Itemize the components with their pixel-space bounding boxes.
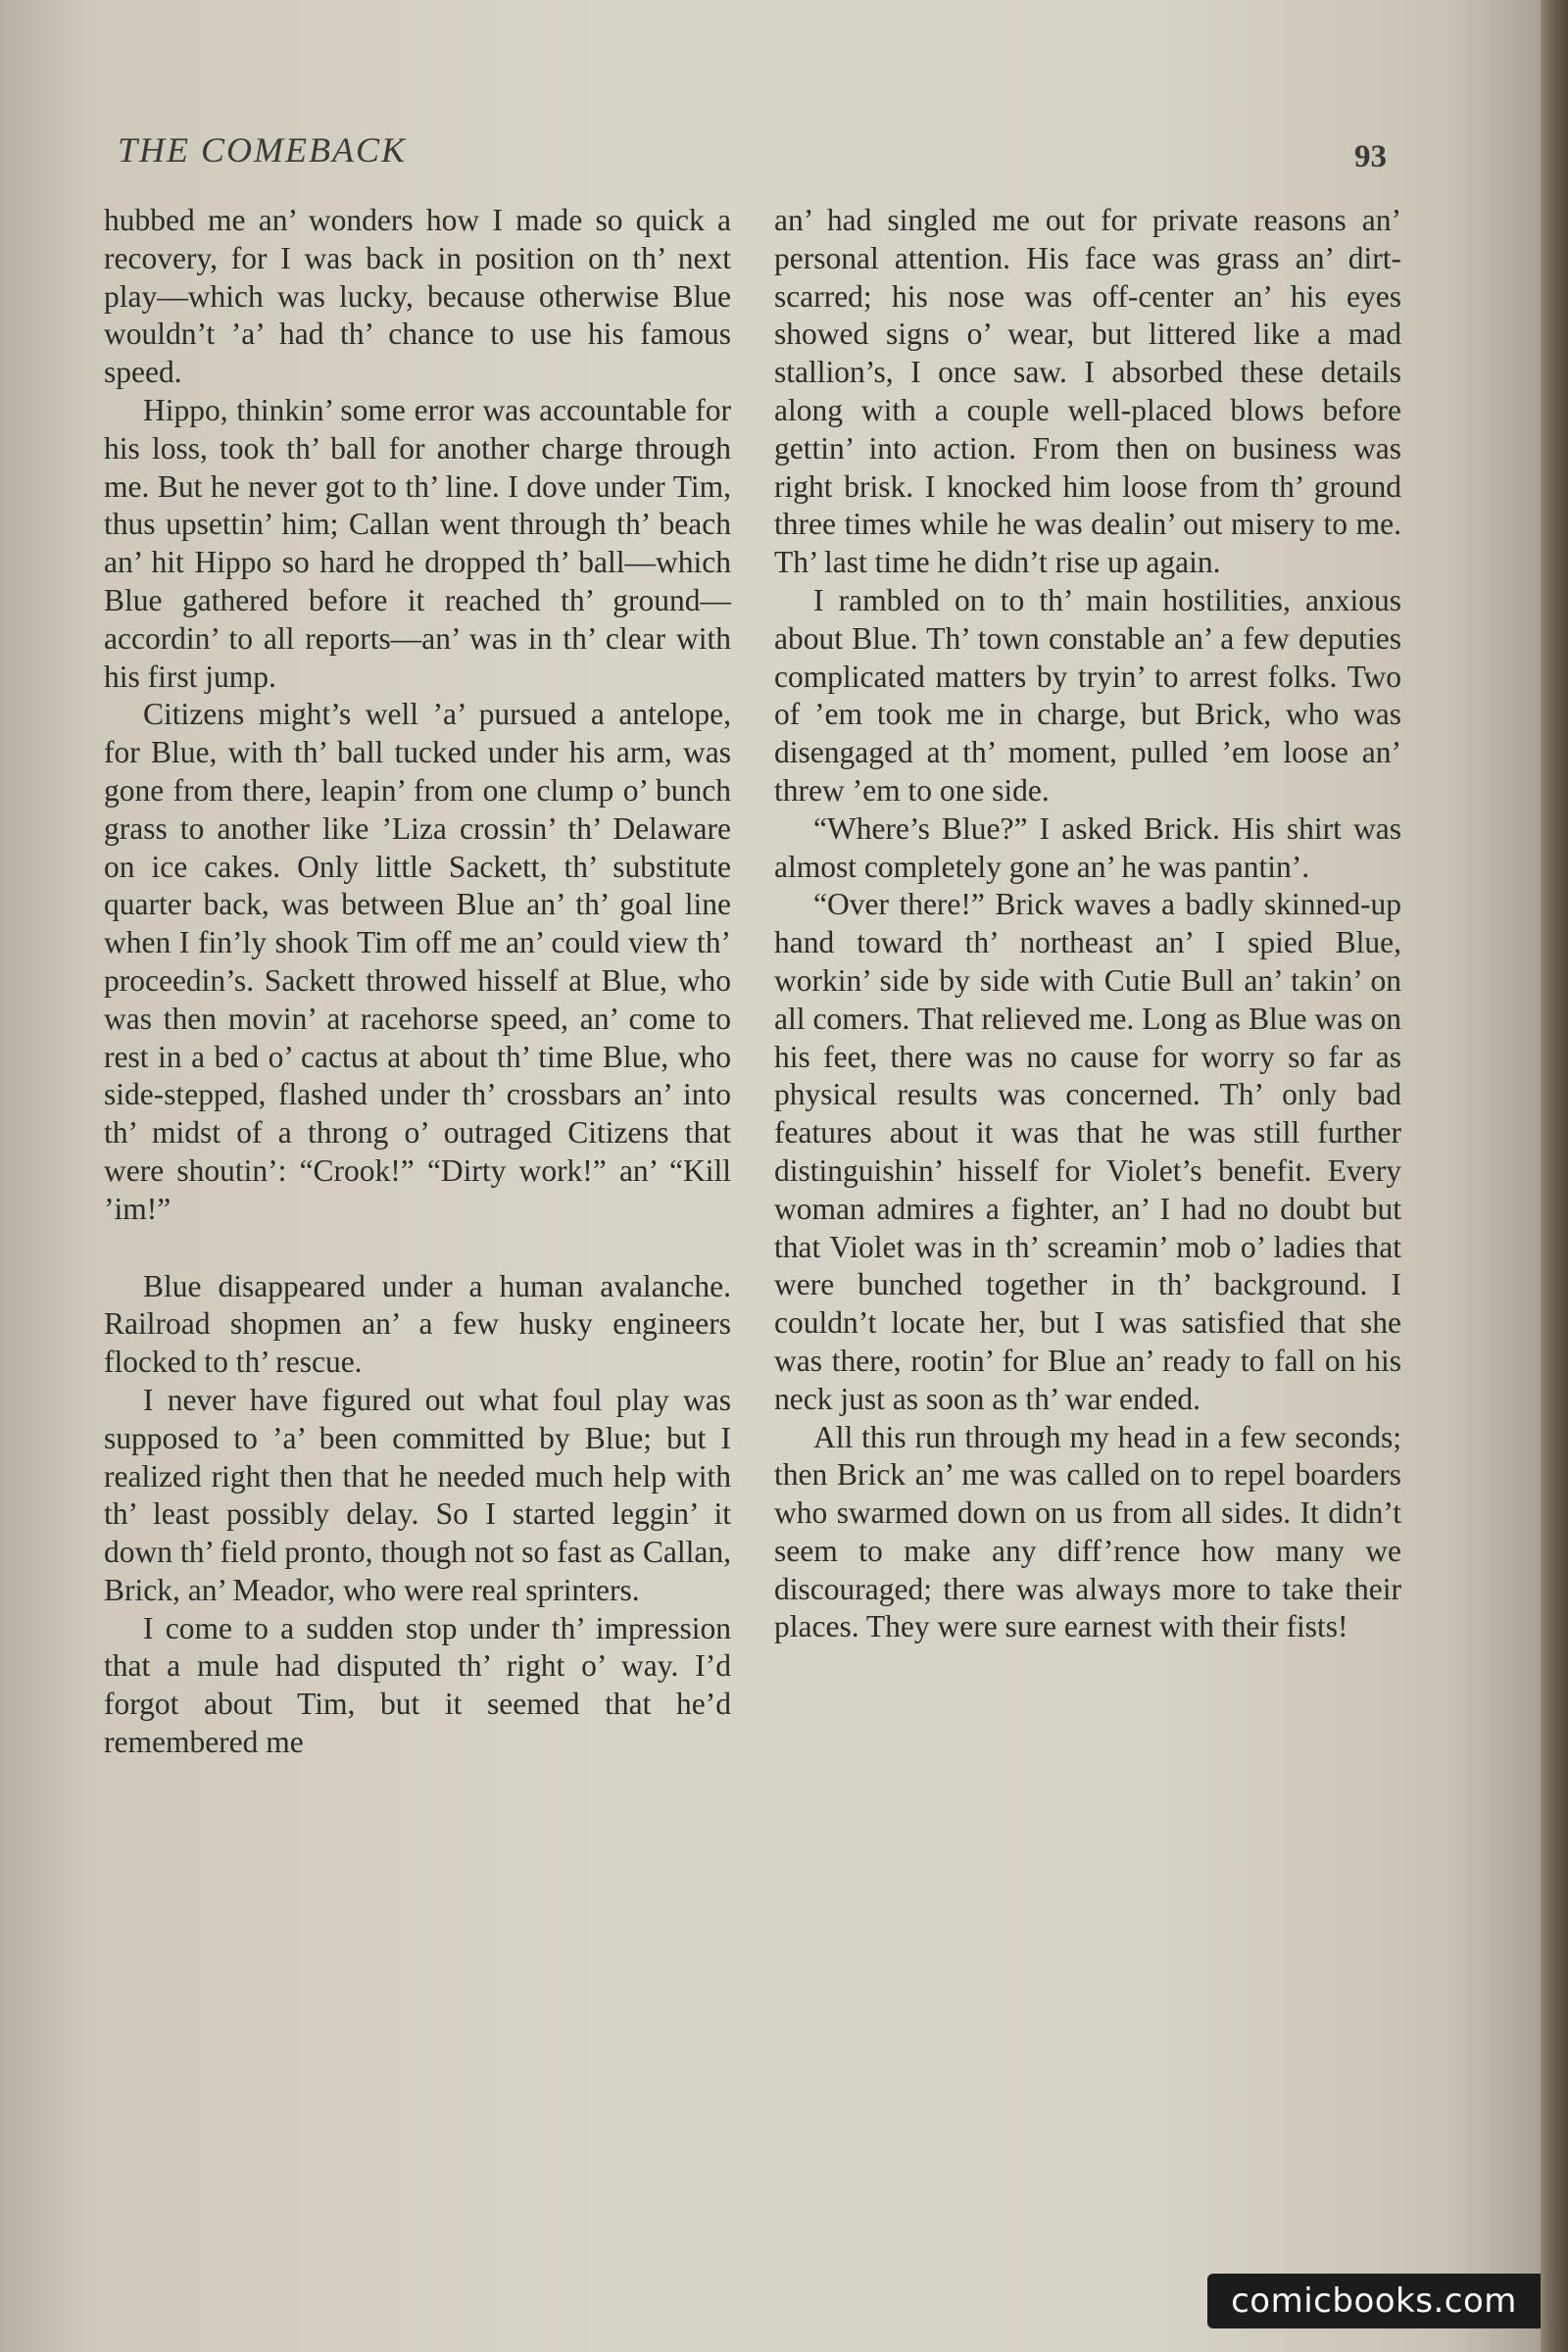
paragraph: hubbed me an’ wonders how I made so quick a recovery, for I was back in position on th’ next play—which was lucky, because otherwise Blue wouldn’t ’a’ had th’ chance to use his famous speed. bbox=[104, 203, 731, 390]
watermark-logo: comicbooks.com bbox=[1207, 2274, 1541, 2328]
left-column bbox=[104, 202, 731, 1762]
paragraph: Blue disappeared under a human avalanche. Railroad shopmen an’ a few husky engineers flocked to th’ rescue. bbox=[104, 1268, 731, 1380]
paragraph: Hippo, thinkin’ some error was accountable for his loss, took th’ ball for another charge through me. But he never got to th’ line. I dove under Tim, thus upsettin’ him; Callan went through th’ beach an’ hit Hippo so hard he dropped th’ ball—which Blue gathered before it reached th’ ground—accordin’ to all reports—an’ was in th’ clear with his first jump. bbox=[104, 392, 731, 694]
paragraph: “Where’s Blue?” I asked Brick. His shirt was almost completely gone an’ he was pantin’. bbox=[774, 810, 1401, 884]
paragraph: I come to a sudden stop under th’ impression that a mule had disputed th’ right o’ way. I’d forgot about Tim, but it seemed that he’d remembered me bbox=[104, 1610, 731, 1760]
page-edge bbox=[1541, 0, 1568, 2352]
right-column bbox=[774, 202, 1401, 1646]
paragraph: I rambled on to th’ main hostilities, anxious about Blue. Th’ town constable an’ a few deputies complicated matters by tryin’ to arrest folks. Two of ’em took me in charge, but Brick, who was disengaged at th’ moment, pulled ’em loose an’ threw ’em to one side. bbox=[774, 582, 1401, 808]
paragraph: I never have figured out what foul play was supposed to ’a’ been committed by Blue; but I realized right then that he needed much help with th’ least possibly delay. So I started leggin’ it down th’ field pronto, though not so fast as Callan, Brick, an’ Meador, who were real sprinters. bbox=[104, 1382, 731, 1607]
paragraph: “Over there!” Brick waves a badly skinned-up hand toward th’ northeast an’ I spied Blue, workin’ side by side with Cutie Bull an’ takin’ on all comers. That relieved me. Long as Blue was on his feet, there was no cause for worry so far as physical results was concerned. Th’ only bad features about it was that he was still further distinguishin’ hisself for Violet’s benefit. Every woman admires a fighter, an’ I had no doubt but that Violet was in th’ screamin’ mob o’ ladies that were bunched together in th’ background. I couldn’t locate her, but I was satisfied that she was there, rootin’ for Blue an’ ready to fall on his neck just as soon as th’ war ended. bbox=[774, 887, 1401, 1416]
page-number: 93 bbox=[1354, 139, 1387, 174]
running-head: THE COMEBACK bbox=[118, 130, 408, 170]
paragraph: an’ had singled me out for private reasons an’ personal attention. His face was grass an’ dirt-scarred; his nose was off-center an’ his eyes showed signs o’ wear, but littered like a mad stallion’s, I once saw. I absorbed these details along with a couple well-placed blows before gettin’ into action. From then on business was right brisk. I knocked him loose from th’ ground three times while he was dealin’ out misery to me. Th’ last time he didn’t rise up again. bbox=[774, 203, 1401, 580]
paragraph: Citizens might’s well ’a’ pursued a antelope, for Blue, with th’ ball tucked under his arm, was gone from there, leapin’ from one clump o’ bunch grass to another like ’Liza crossin’ th’ Delaware on ice cakes. Only little Sackett, th’ substitute quarter back, was between Blue an’ th’ goal line when I fin’ly shook Tim off me an’ could view th’ proceedin’s. Sackett throwed hisself at Blue, who was then movin’ at racehorse speed, an’ come to rest in a bed o’ cactus at about th’ time Blue, who side-stepped, flashed under th’ crossbars an’ into th’ midst of a throng o’ outraged Citizens that were shoutin’: “Crook!” “Dirty work!” an’ “Kill ’im!” bbox=[104, 697, 731, 1226]
paragraph: All this run through my head in a few seconds; then Brick an’ me was called on to repel boarders who swarmed down on us from all sides. It didn’t seem to make any diff’rence how many we discouraged; there was always more to take their places. They were sure earnest with their fists! bbox=[774, 1419, 1401, 1644]
